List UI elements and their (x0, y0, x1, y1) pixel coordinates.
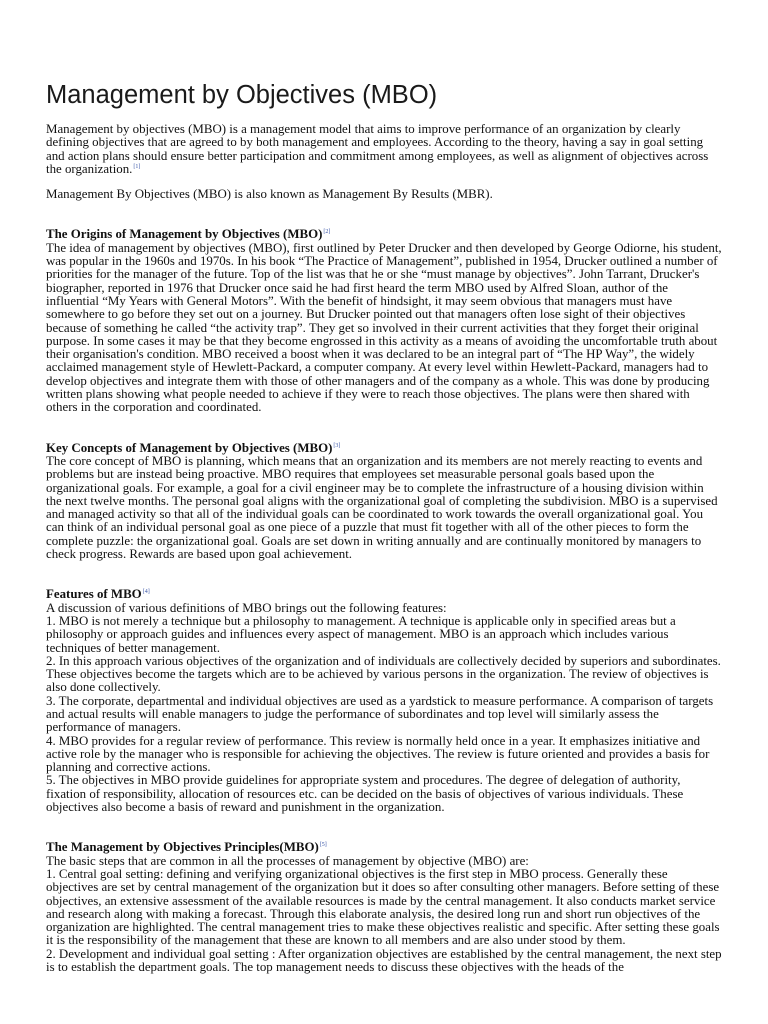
intro-paragraph (46, 123, 722, 176)
section-ref-link[interactable]: [5] (319, 842, 327, 849)
section-heading (46, 841, 722, 854)
section-heading (46, 588, 722, 601)
list-item: 3. The corporate, departmental and individual objectives are used as a yardstick to measure performance. A comparison of targets and actual results will enable managers to judge the performance of subordinates and top level will similarly assess the performance of managers. (46, 693, 714, 735)
section-paragraph: The core concept of MBO is planning, which means that an organization and its members are not merely reacting to events and problems but are instead being proactive. MBO requires that employees set measurable personal goals based upon the organizational goals. For example, a goal for a civil engineer may be to complete the infrastructure of a housing division within the next twelve months. The personal goal aligns with the organizational goal of completing the subdivision. MBO is a supervised and managed activity so that all of the individual goals can be coordinated to work towards the overall organizational goal. You can think of an individual personal goal as one piece of a puzzle that must fit together with all of the other pieces to form the complete puzzle: the organizational goal. Goals are set down in writing annually and are continually monitored by managers to check progress. Rewards are based upon goal achievement. (46, 453, 718, 562)
section-ref-link[interactable]: [2] (323, 229, 331, 236)
section-heading (46, 442, 722, 455)
section-paragraph: The idea of management by objectives (MBO), first outlined by Peter Drucker and then developed by George Odiorne, his student, was popular in the 1960s and 1970s. In his book “The Practice of Management”, published in 1954, Drucker outlined a number of priorities for the manager of the future. Top of the list was that he or she “must manage by objectives”. John Tarrant, Drucker's biographer, reported in 1976 that Drucker once said he had first heard the term MBO used by Alfred Sloan, author of the influential “My Years with General Motors”. With the benefit of hindsight, it may seem obvious that managers must have somewhere to go before they set out on a journey. But Drucker pointed out that managers often lose sight of their objectives because of something he called “the activity trap”. They get so involved in their current activities that they forget their original purpose. In some cases it may be that they become engrossed in this activity as a means of avoiding the uncomfortable truth about their organisation's condition. MBO received a boost when it was declared to be an integral part of “The HP Way”, the widely acclaimed management style of Hewlett-Packard, a computer company. At every level within Hewlett-Packard, managers had to develop objectives and integrate them with those of other managers and of the company as a whole. This was done by producing written plans showing what people needed to achieve if they were to reach those objectives. The plans were then shared with others in the corporation and coordinated. (46, 240, 722, 415)
mbr-paragraph: Management By Objectives (MBO) is also known as Management By Results (MBR). (46, 187, 493, 202)
section-paragraph: A discussion of various definitions of MBO brings out the following features: (46, 600, 447, 615)
section-features (46, 588, 722, 814)
section-key-concepts (46, 442, 722, 562)
list-item: 2. In this approach various objectives of the organization and of individuals are collectively decided by superiors and subordinates. These objectives become the targets which are to be achieved by various persons in the organization. The review of objectives is also done collectively. (46, 653, 721, 695)
section-paragraph: The basic steps that are common in all the processes of management by objective (MBO) are: (46, 853, 529, 868)
section-origins (46, 228, 722, 414)
section-heading-text: Key Concepts of Management by Objectives (MBO) (46, 440, 333, 455)
section-heading-text: Features of MBO (46, 587, 142, 602)
section-heading-text: The Origins of Management by Objectives (MBO) (46, 227, 323, 242)
document-page (46, 0, 722, 974)
intro-text: Management by objectives (MBO) is a management model that aims to improve performance of an organization by clearly defining objectives that are agreed to by both management and employees. According to the theory, having a say in goal setting and action plans should ensure better participation and commitment among employees, as well as alignment of objectives across the organization. (46, 122, 709, 176)
list-item: 1. Central goal setting: defining and verifying organizational objectives is the first step in MBO process. Generally these objectives are set by central management of the organization but it does so after consulting other managers. Before setting of these objectives, an extensive assessment of the available resources is made by the central management. It also conducts market service and research along with making a forecast. Through this elaborate analysis, the desired long run and short run objectives of the organization are highlighted. The central management tries to make these objectives realistic and specific. After setting these goals it is the responsibility of the management that these are known to all members and are also under stood by them. (46, 866, 720, 948)
list-item: 1. MBO is not merely a technique but a philosophy to management. A technique is applicable only in specified areas but a philosophy or approach guides and influences every aspect of management. MBO is an approach which includes various techniques of better management. (46, 613, 676, 655)
section-ref-link[interactable]: [3] (333, 442, 341, 449)
intro-ref-link[interactable]: [1] (133, 163, 141, 170)
list-item: 2. Development and individual goal setting : After organization objectives are established by the central management, the next step is to establish the department goals. The top management needs to discuss these objectives with the heads of the (46, 946, 722, 975)
page-title: Management by Objectives (MBO) (46, 81, 438, 109)
list-item: 5. The objectives in MBO provide guidelines for appropriate system and procedures. The degree of delegation of authority, fixation of responsibility, allocation of resources etc. can be decided on the basis of objectives of various individuals. These objectives also become a basis of reward and punishment in the organization. (46, 773, 684, 815)
section-ref-link[interactable]: [4] (142, 589, 150, 596)
section-heading-text: The Management by Objectives Principles(MBO) (46, 840, 319, 855)
list-item: 4. MBO provides for a regular review of performance. This review is normally held once in a year. It emphasizes initiative and active role by the manager who is responsible for achieving the objectives. The review is future oriented and provides a basis for planning and corrective actions. (46, 733, 710, 775)
section-principles (46, 841, 722, 974)
section-heading (46, 228, 722, 241)
